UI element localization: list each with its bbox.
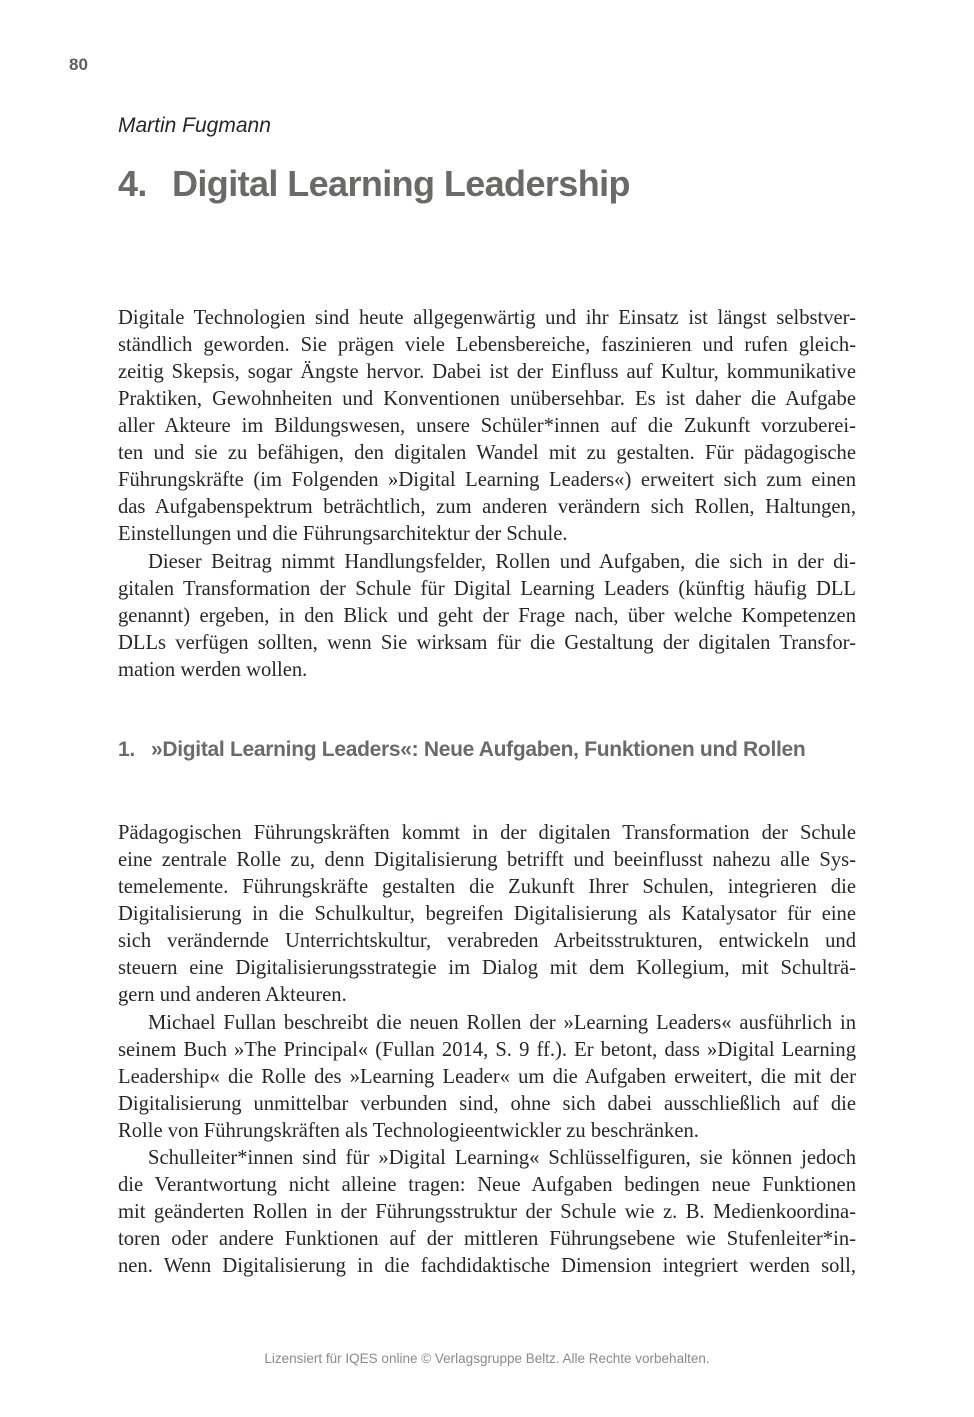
- text-line: Digitalisierung in die Schulkultur, begreifen Digitalisierung als Katalysator für eine: [118, 903, 856, 925]
- section-title: »Digital Learning Leaders«: Neue Aufgaben, Funktionen und Rollen: [151, 738, 806, 761]
- text-line: gitalen Transformation der Schule für Digital Learning Leaders (künftig häufig DLL: [118, 578, 856, 600]
- text-line: nen. Wenn Digitalisierung in die fachdidaktische Dimension integriert werden soll,: [118, 1255, 856, 1277]
- text-line: Michael Fullan beschreibt die neuen Rollen der »Learning Leaders« ausführlich in: [148, 1012, 856, 1034]
- text-line: Dieser Beitrag nimmt Handlungsfelder, Rollen und Aufgaben, die sich in der di-: [148, 551, 856, 573]
- text-line: mit geänderten Rollen in der Führungsstruktur der Schule wie z. B. Medienkoordina-: [118, 1201, 856, 1223]
- section-paragraph-3: [118, 1145, 856, 1280]
- text-line: Praktiken, Gewohnheiten und Konventionen unübersehbar. Es ist daher die Aufgabe: [118, 388, 856, 410]
- page-number: 80: [69, 55, 88, 74]
- text-line: genannt) ergeben, in den Blick und geht der Frage nach, über welche Kompetenzen: [118, 605, 856, 627]
- section-heading: [118, 736, 831, 764]
- license-footer: Lizensiert für IQES online © Verlagsgruppe Beltz. Alle Rechte vorbehalten.: [264, 1351, 710, 1366]
- text-line: steuern eine Digitalisierungsstrategie im Dialog mit dem Kollegium, mit Schulträ-: [118, 957, 856, 979]
- intro-paragraph-2: [118, 549, 856, 684]
- text-line: sich verändernde Unterrichtskultur, verabreden Arbeitsstrukturen, entwickeln und: [118, 930, 856, 952]
- text-line: seinem Buch »The Principal« (Fullan 2014, S. 9 ff.). Er betont, dass »Digital Learning: [118, 1039, 856, 1061]
- text-line: aller Akteure im Bildungswesen, unsere Schüler*innen auf die Zukunft vorzuberei-: [118, 415, 856, 437]
- section-number: 1.: [118, 738, 135, 761]
- intro-paragraph-1: [118, 305, 856, 548]
- section-paragraph-2: [118, 1010, 856, 1145]
- chapter-title: [118, 163, 630, 205]
- text-line: mation werden wollen.: [118, 659, 308, 681]
- chapter-number: 4.: [118, 163, 147, 204]
- author-name: Martin Fugmann: [118, 114, 271, 137]
- text-line: DLLs verfügen sollten, wenn Sie wirksam für die Gestaltung der digitalen Transfor-: [118, 632, 856, 654]
- text-line: Führungskräfte (im Folgenden »Digital Learning Leaders«) erweitert sich zum einen: [118, 469, 856, 491]
- text-line: das Aufgabenspektrum beträchtlich, zum anderen verändern sich Rollen, Haltungen,: [118, 496, 856, 518]
- text-line: Digitale Technologien sind heute allgegenwärtig und ihr Einsatz ist längst selbstver-: [118, 307, 856, 329]
- text-line: toren oder andere Funktionen auf der mittleren Führungsebene wie Stufenleiter*in-: [118, 1228, 856, 1250]
- text-line: Rolle von Führungskräften als Technologieentwickler zu beschränken.: [118, 1120, 699, 1142]
- text-line: die Verantwortung nicht alleine tragen: Neue Aufgaben bedingen neue Funktionen: [118, 1174, 856, 1196]
- text-line: eine zentrale Rolle zu, denn Digitalisierung betrifft und beeinflusst nahezu alle Sys-: [118, 849, 856, 871]
- text-line: Einstellungen und die Führungsarchitektur der Schule.: [118, 523, 568, 545]
- text-line: ten und sie zu befähigen, den digitalen Wandel mit zu gestalten. Für pädagogische: [118, 442, 856, 464]
- text-line: ständlich geworden. Sie prägen viele Lebensbereiche, faszinieren und rufen gleich-: [118, 334, 856, 356]
- text-line: Pädagogischen Führungskräften kommt in der digitalen Transformation der Schule: [118, 822, 856, 844]
- section-paragraph-1: [118, 820, 856, 1009]
- chapter-title-text: Digital Learning Leadership: [172, 163, 630, 204]
- text-line: Schulleiter*innen sind für »Digital Learning« Schlüsselfiguren, sie können jedoch: [148, 1147, 856, 1169]
- text-line: Leadership« die Rolle des »Learning Leader« um die Aufgaben erweitert, die mit der: [118, 1066, 856, 1088]
- text-line: Digitalisierung unmittelbar verbunden sind, ohne sich dabei ausschließlich auf die: [118, 1093, 856, 1115]
- text-line: gern und anderen Akteuren.: [118, 984, 347, 1006]
- text-line: zeitig Skepsis, sogar Ängste hervor. Dabei ist der Einfluss auf Kultur, kommunikative: [118, 361, 856, 383]
- text-line: temelemente. Führungskräfte gestalten die Zukunft Ihrer Schulen, integrieren die: [118, 876, 856, 898]
